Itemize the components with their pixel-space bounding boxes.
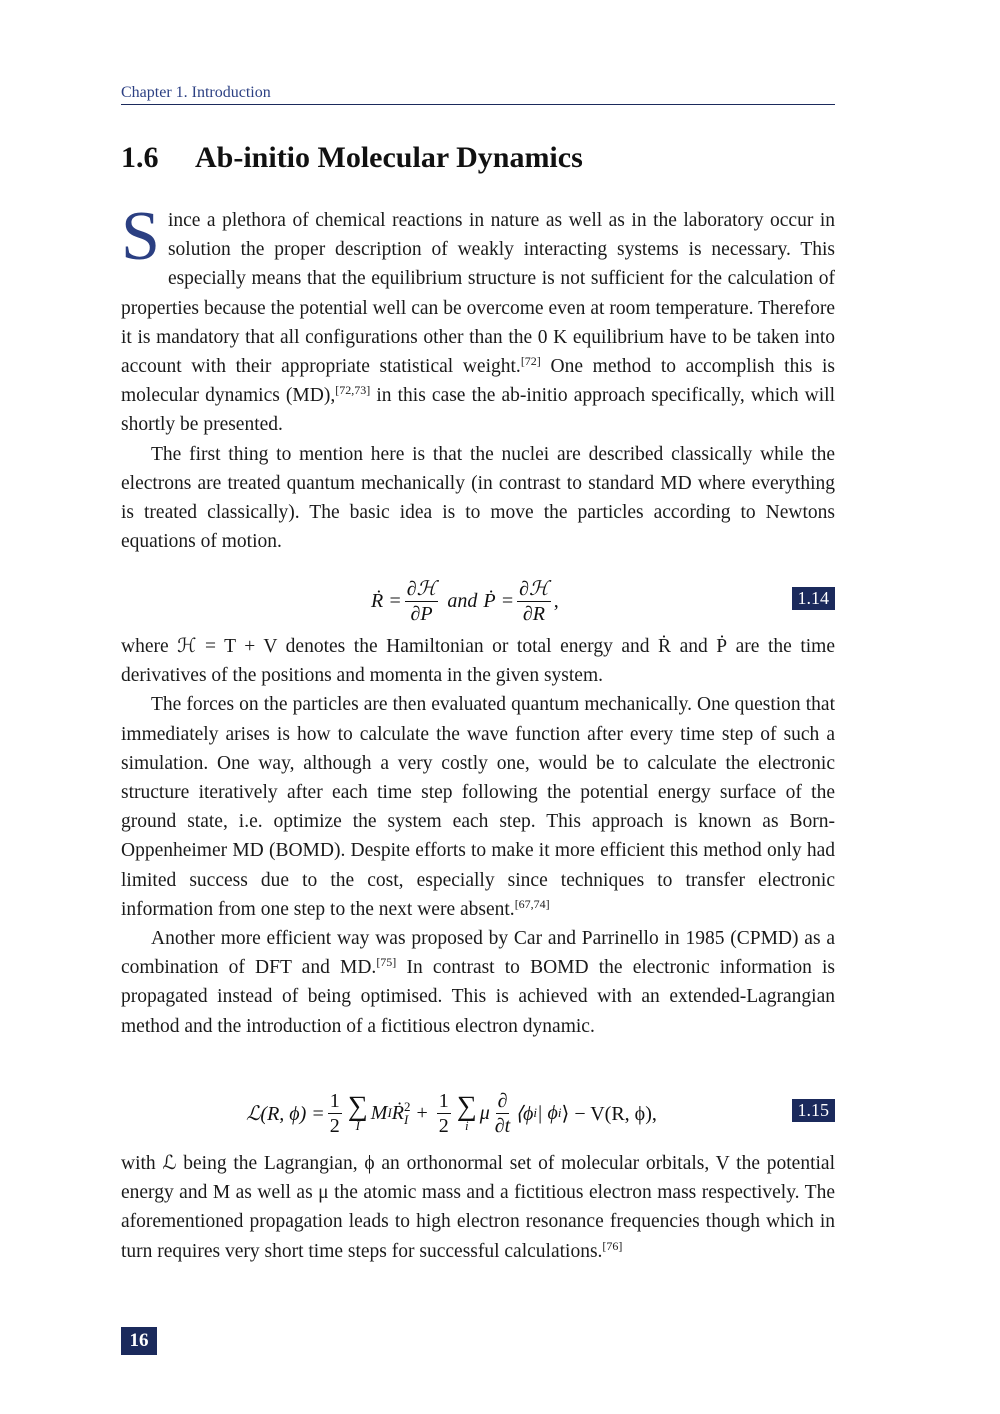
drop-cap: S: [121, 198, 160, 275]
sum-index: I: [355, 1118, 360, 1133]
eq-lhs-p-dot: Ṗ =: [483, 589, 515, 612]
sum-operator: [456, 1091, 477, 1133]
section-heading: [121, 141, 583, 175]
paragraph-4: [121, 690, 835, 924]
subscript: I: [387, 1105, 392, 1120]
fraction: [328, 1089, 342, 1138]
main-block: [121, 632, 835, 1041]
paragraph-5-text-a: Another more efficient way was proposed by Car and Parrinello in 1985 (CPMD) as a combination of DFT and MD.: [121, 928, 835, 979]
intro-block: [121, 198, 836, 556]
superscript: 2: [404, 1099, 411, 1114]
paragraph-6-text: with ℒ being the Lagrangian, ϕ an orthonormal set of molecular orbitals, V the potential energy and M as well as μ the atomic mass and a fictitious electron mass respectively. The aforementioned propagation leads to high electron resonance frequencies though which in turn requires very short time steps for successful calculations.: [121, 1153, 835, 1262]
equation-1-15: [121, 1084, 835, 1142]
equation-body: [246, 1084, 657, 1142]
fraction-denominator: 2: [438, 1114, 449, 1137]
sup-sub-stack: [404, 1100, 411, 1126]
running-head-text: Chapter 1. Introduction: [121, 84, 271, 101]
eq-lagrangian-lhs: ℒ(R, ϕ) =: [246, 1102, 325, 1125]
fraction: [405, 577, 439, 626]
running-header: [121, 82, 835, 105]
bracket-mid: | ϕ: [537, 1101, 558, 1124]
citation: [72]: [520, 354, 541, 369]
sigma-symbol: ∑: [456, 1091, 477, 1122]
fraction-numerator: ∂ℋ: [406, 577, 437, 600]
sum-operator: [347, 1091, 368, 1133]
fraction-numerator: ∂: [497, 1089, 508, 1112]
equation-body: [371, 572, 559, 630]
page-number-badge: 16: [121, 1327, 157, 1355]
citation: [67,74]: [514, 896, 550, 911]
eq-and: and: [447, 589, 478, 612]
fraction-denominator: ∂R: [522, 602, 545, 625]
paragraph-5: [121, 924, 835, 1041]
citation: [76]: [602, 1238, 623, 1253]
sum-index: i: [464, 1118, 469, 1133]
closing-block: [121, 1149, 835, 1266]
plus-sign: +: [416, 1101, 428, 1124]
fraction-numerator: 1: [438, 1089, 449, 1112]
equation-number-badge: 1.14: [792, 587, 836, 610]
eq-trailing-comma: ,: [553, 589, 559, 612]
subscript: I: [404, 1112, 409, 1127]
fraction: [437, 1089, 451, 1138]
fraction-denominator: 2: [329, 1114, 340, 1137]
paragraph-4-text: The forces on the particles are then evaluated quantum mechanically. One question that immediately arises is how to calculate the wave function after every time step of such a simulation. One way, although a very costly one, would be to calculate the electronic structure iteratively after each time step following the potential energy surface of the ground state, i.e. optimize the system each step. This approach is known as Born-Oppenheimer MD (BOMD). Despite efforts to make it more efficient this method only had limited success due to the cost, especially since techniques to transfer electronic information from one step to the next were absent.: [121, 694, 835, 920]
section-number: 1.6: [121, 141, 159, 174]
fraction-denominator: ∂t: [494, 1114, 511, 1137]
equation-number-badge: 1.15: [792, 1099, 836, 1122]
paragraph-1-text-b: One method to accomplish this is molecular dynamics (MD),: [121, 356, 836, 407]
velocity-symbol: Ṙ: [391, 1101, 404, 1124]
fraction: [517, 577, 551, 626]
fraction-denominator: ∂P: [410, 602, 433, 625]
subscript: i: [533, 1105, 538, 1120]
bracket-close: ⟩ − V(R, ϕ),: [561, 1102, 657, 1125]
fraction: [493, 1089, 512, 1138]
fraction-numerator: 1: [329, 1089, 340, 1112]
paragraph-1-text-a: ince a plethora of chemical reactions in nature as well as in the laboratory occur in solution the proper description of weakly interacting systems is necessary. This especially means that the equilibrium structure is not sufficient for the calculation of properties because the potential well can be overcome even at room temperature. Therefore it is mandatory that all configurations other than the 0 K equilibrium have to be taken into account with their appropriate statistical weight.: [121, 210, 835, 378]
paragraph-2: The first thing to mention here is that the nuclei are described classically while the electrons are treated quantum mechanically (in contrast to standard MD where everything is treated classically). The basic idea is to move the particles according to Newtons equations of motion.: [121, 443, 835, 553]
equation-1-14: [121, 572, 835, 630]
subscript: i: [557, 1105, 562, 1120]
paragraph-6: [121, 1149, 835, 1266]
mu-symbol: μ: [479, 1101, 490, 1124]
bracket-open: ⟨ϕ: [515, 1102, 534, 1125]
fraction-numerator: ∂ℋ: [519, 577, 549, 600]
paragraph-5-text-b: In contrast to BOMD the electronic information is propagated instead of being optimised. This is achieved with an extended-Lagrangian method and the introduction of a fictitious electron dynamic.: [121, 957, 835, 1037]
paragraph-1: [121, 198, 836, 440]
sigma-symbol: ∑: [347, 1091, 368, 1122]
citation: [75]: [376, 955, 397, 970]
mass-symbol: M: [370, 1101, 388, 1124]
section-title: Ab-initio Molecular Dynamics: [195, 141, 583, 174]
paragraph-1-text-c: in this case the ab-initio approach specifically, which will shortly be presented.: [121, 385, 835, 436]
eq-lhs-r-dot: Ṙ =: [371, 589, 402, 612]
paragraph-3: where ℋ = T + V denotes the Hamiltonian or total energy and Ṙ and Ṗ are the time derivatives of the positions and momenta in the given system.: [121, 636, 835, 687]
citation: [72,73]: [335, 383, 371, 398]
